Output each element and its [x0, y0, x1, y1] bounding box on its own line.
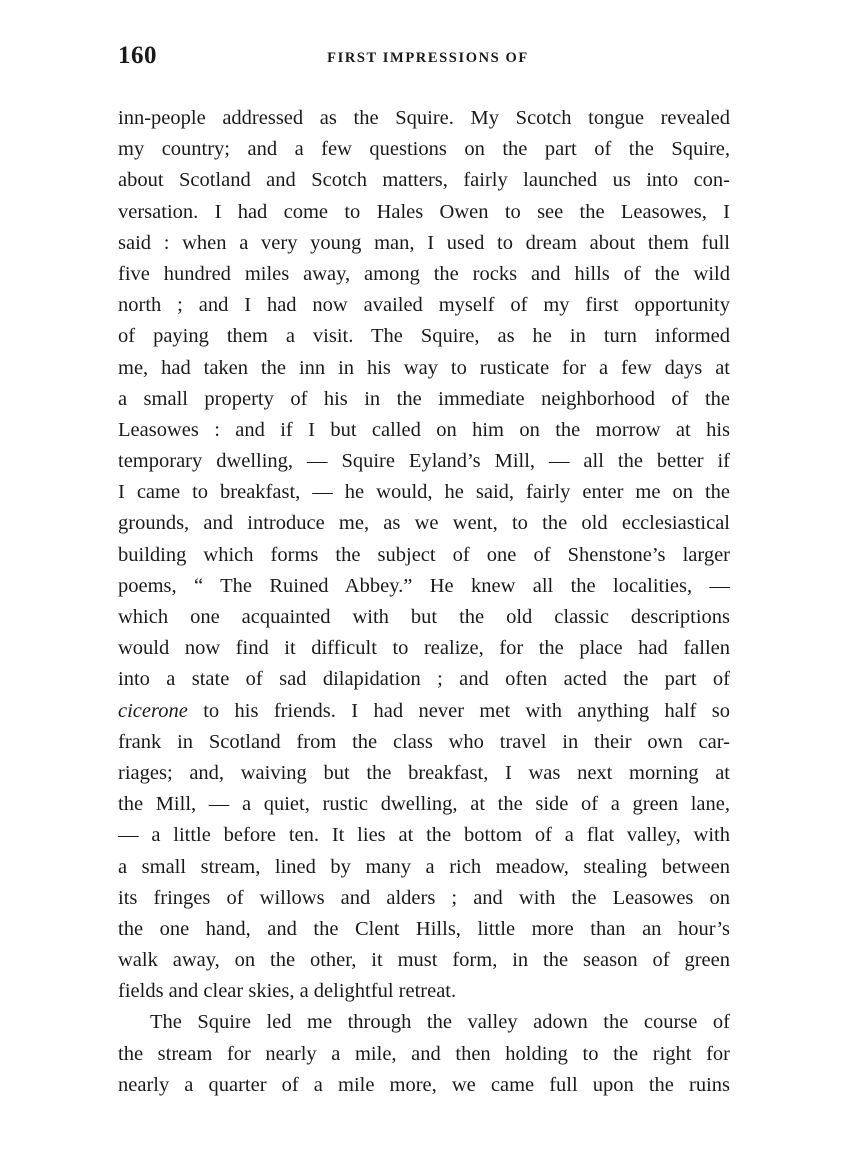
text-line: versation. I had come to Hales Owen to see the Leasowes, I — [118, 200, 730, 223]
text-line: riages; and, waiving but the breakfast, I was next morning at — [118, 761, 730, 784]
text-line: the Mill, — a quiet, rustic dwelling, at the side of a green lane, — [118, 793, 730, 816]
text-line-paragraph-end: fields and clear skies, a delightful retreat. — [118, 980, 457, 1003]
text-line: I came to breakfast, — he would, he said, fairly enter me on the — [118, 481, 730, 504]
text-line: the stream for nearly a mile, and then holding to the right for — [118, 1042, 730, 1065]
page-header — [118, 42, 738, 82]
text-line: a small property of his in the immediate neighborhood of the — [118, 387, 730, 410]
text-line-paragraph-start: The Squire led me through the valley adown the course of — [150, 1011, 730, 1034]
text-line: would now find it difficult to realize, for the place had fallen — [118, 637, 730, 660]
text-line: a small stream, lined by many a rich meadow, stealing between — [118, 855, 730, 878]
body-text — [118, 103, 730, 1101]
text-line: five hundred miles away, among the rocks and hills of the wild — [118, 262, 730, 285]
text-line: inn-people addressed as the Squire. My Scotch tongue revealed — [118, 107, 730, 129]
text-line-cicerone — [118, 696, 730, 727]
text-line: nearly a quarter of a mile more, we came full upon the ruins — [118, 1073, 730, 1096]
text-line: grounds, and introduce me, as we went, to the old ecclesiastical — [118, 512, 730, 535]
text-line: north ; and I had now availed myself of my first opportunity — [118, 294, 730, 317]
text-line: walk away, on the other, it must form, in the season of green — [118, 949, 730, 972]
page-number: 160 — [118, 42, 157, 69]
text-line: the one hand, and the Clent Hills, little more than an hour’s — [118, 917, 730, 940]
text-line: frank in Scotland from the class who travel in their own car- — [118, 730, 730, 753]
text-line: Leasowes : and if I but called on him on the morrow at his — [118, 418, 730, 441]
text-line: building which forms the subject of one of Shenstone’s larger — [118, 543, 730, 566]
text-line: said : when a very young man, I used to dream about them full — [118, 231, 730, 254]
text-line: about Scotland and Scotch matters, fairly launched us into con- — [118, 169, 730, 192]
italic-word: cicerone — [118, 699, 188, 722]
text-line: into a state of sad dilapidation ; and often acted the part of — [118, 668, 730, 691]
text-line: temporary dwelling, — Squire Eyland’s Mill, — all the better if — [118, 450, 730, 473]
text-line: of paying them a visit. The Squire, as he in turn informed — [118, 325, 730, 348]
text-line: poems, “ The Ruined Abbey.” He knew all the localities, — — [118, 574, 730, 597]
text-line: my country; and a few questions on the part of the Squire, — [118, 138, 730, 161]
text-line: me, had taken the inn in his way to rusticate for a few days at — [118, 356, 730, 379]
text-line: its fringes of willows and alders ; and with the Leasowes on — [118, 886, 730, 909]
text-line: — a little before ten. It lies at the bottom of a flat valley, with — [118, 824, 730, 847]
text-line-rest: to his friends. I had never met with anything half so — [203, 699, 730, 722]
text-line: which one acquainted with but the old classic descriptions — [118, 606, 730, 628]
running-head: FIRST IMPRESSIONS OF — [327, 50, 529, 66]
